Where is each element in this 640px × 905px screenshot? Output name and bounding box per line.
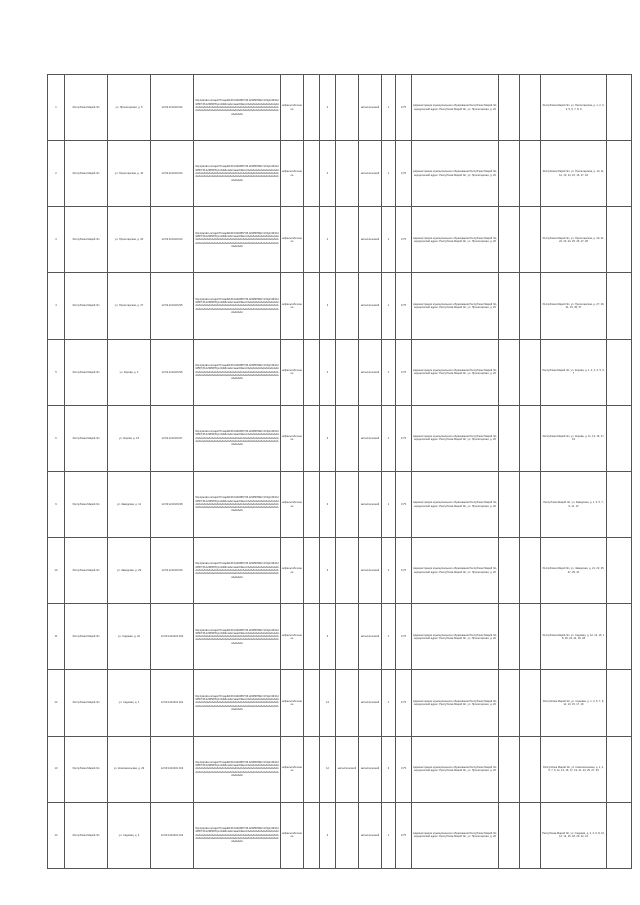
- table-row: [48, 538, 632, 604]
- owner-info: Администрация муниципального образования Республики Марий Эл, юридический адрес: Республика Марий Эл, ул. Пролетарская, д. 20: [412, 604, 499, 670]
- empty-cell: [520, 339, 541, 405]
- served-objects: Республика Марий Эл, ул. Садовая, д. 1, 3, 5, 7, 9, 11, 13, 15, 17, 19: [541, 670, 607, 736]
- cadastral-number: 12:03:1210101:98: [151, 471, 194, 537]
- row-number: 3: [48, 207, 65, 273]
- map-link[interactable]: http://yandex.ru/maps/?l=map&ll=46.01234567,56.12345678&z=17&pt=46.01234567,56.12345678,pm2rdl&mode=search&text=AAAAAAAAAAAAAAAAAAAAAAAAAAAAAAAAAAAAAAAAAAAAAAAAAAAAAAAAAAAAAAAAAAAAAAAAAAAAAAAAAAAAAAAAAAAAAAAAAAAAAAAAAAAAAAAAAAAAAAAAAAAAAAAA: [194, 471, 281, 537]
- owner-info: Администрация муниципального образования Республики Марий Эл, юридический адрес: Республика Марий Эл, ул. Пролетарская, д. 20: [412, 75, 499, 141]
- cadastral-number: 12:03:1210101:95: [151, 273, 194, 339]
- site-address: ул. Пролетарская, д. 20: [108, 207, 151, 273]
- container-volume: 0,75: [396, 141, 412, 207]
- site-type: Республика Марий Эл: [65, 75, 108, 141]
- row-number: 6: [48, 405, 65, 471]
- site-address: ул. Пролетарская, д. 10: [108, 141, 151, 207]
- row-number: 12: [48, 670, 65, 736]
- site-address: ул. Заводская, д. 29: [108, 538, 151, 604]
- empty-cell: [607, 538, 632, 604]
- cadastral-number: 12:03:1210101:93: [151, 141, 194, 207]
- cadastral-number: 12:03:1210101:92: [151, 75, 194, 141]
- table-row: [48, 736, 632, 802]
- row-number: 14: [48, 802, 65, 868]
- row-number: 1: [48, 75, 65, 141]
- container-volume: 0,75: [396, 471, 412, 537]
- container-count: 3: [320, 604, 336, 670]
- container-volume: 0,75: [396, 670, 412, 736]
- map-link[interactable]: http://yandex.ru/maps/?l=map&ll=46.01234567,56.12345678&z=17&pt=46.01234567,56.12345678,pm2rdl&mode=search&text=AAAAAAAAAAAAAAAAAAAAAAAAAAAAAAAAAAAAAAAAAAAAAAAAAAAAAAAAAAAAAAAAAAAAAAAAAAAAAAAAAAAAAAAAAAAAAAAAAAAAAAAAAAAAAAAAAAAAAAAAAAAAAAAA: [194, 75, 281, 141]
- fence-material: [336, 670, 359, 736]
- container-count: 4: [320, 141, 336, 207]
- fence-material: металлический: [336, 736, 359, 802]
- container-qty: 1: [382, 273, 396, 339]
- map-link[interactable]: http://yandex.ru/maps/?l=map&ll=46.01234567,56.12345678&z=17&pt=46.01234567,56.12345678,pm2rdl&mode=search&text=AAAAAAAAAAAAAAAAAAAAAAAAAAAAAAAAAAAAAAAAAAAAAAAAAAAAAAAAAAAAAAAAAAAAAAAAAAAAAAAAAAAAAAAAAAAAAAAAAAAAAAAAAAAAAAAAAAAAAAAAAAAAAAAA: [194, 339, 281, 405]
- cadastral-number: 12:03:1210101:99: [151, 538, 194, 604]
- row-number: 13: [48, 736, 65, 802]
- empty-cell: [607, 670, 632, 736]
- site-address: ул. Садовая, д. 22: [108, 604, 151, 670]
- table-row: [48, 273, 632, 339]
- table-row: [48, 670, 632, 736]
- served-objects: Республика Марий Эл, ул. Комсомольская, д. 1, 3, 5, 7, 9, 11, 13, 15, 17, 19, 21, 23, 25, 27, 29: [541, 736, 607, 802]
- cover-material: металлический: [359, 339, 382, 405]
- owner-info: Администрация муниципального образования Республики Марий Эл, юридический адрес: Республика Марий Эл, ул. Пролетарская, д. 20: [412, 471, 499, 537]
- register-table-body: [48, 75, 632, 869]
- empty-cell: [499, 75, 520, 141]
- map-link[interactable]: http://yandex.ru/maps/?l=map&ll=46.01234567,56.12345678&z=17&pt=46.01234567,56.12345678,pm2rdl&mode=search&text=AAAAAAAAAAAAAAAAAAAAAAAAAAAAAAAAAAAAAAAAAAAAAAAAAAAAAAAAAAAAAAAAAAAAAAAAAAAAAAAAAAAAAAAAAAAAAAAAAAAAAAAAAAAAAAAAAAAAAAAAAAAAAAAA: [194, 273, 281, 339]
- surface-type: асфальтобетонное: [281, 604, 304, 670]
- site-address: ул. Пролетарская, д. 5: [108, 75, 151, 141]
- surface-type: асфальтобетонное: [281, 75, 304, 141]
- container-qty: 1: [382, 141, 396, 207]
- empty-cell: [499, 339, 520, 405]
- container-volume: 0,75: [396, 538, 412, 604]
- empty-cell: [520, 75, 541, 141]
- empty-cell: [499, 604, 520, 670]
- container-qty: 1: [382, 604, 396, 670]
- empty-cell: [607, 141, 632, 207]
- site-type: Республика Марий Эл: [65, 273, 108, 339]
- owner-info: Администрация муниципального образования Республики Марий Эл, юридический адрес: Республика Марий Эл, ул. Пролетарская, д. 20: [412, 339, 499, 405]
- container-count: 12: [320, 736, 336, 802]
- cadastral-number: 12:03:1210101:96: [151, 339, 194, 405]
- map-link[interactable]: http://yandex.ru/maps/?l=map&ll=46.01234567,56.12345678&z=17&pt=46.01234567,56.12345678,pm2rdl&mode=search&text=AAAAAAAAAAAAAAAAAAAAAAAAAAAAAAAAAAAAAAAAAAAAAAAAAAAAAAAAAAAAAAAAAAAAAAAAAAAAAAAAAAAAAAAAAAAAAAAAAAAAAAAAAAAAAAAAAAAAAAAAAAAAAAAA: [194, 538, 281, 604]
- empty-cell: [499, 802, 520, 868]
- empty-cell: [520, 273, 541, 339]
- table-row: [48, 604, 632, 670]
- site-type: Республика Марий Эл: [65, 405, 108, 471]
- container-qty: 1: [382, 207, 396, 273]
- container-volume: 0,75: [396, 207, 412, 273]
- empty-cell: [499, 141, 520, 207]
- empty-cell: [607, 604, 632, 670]
- container-count: 4: [320, 207, 336, 273]
- container-count: 3: [320, 405, 336, 471]
- empty-cell: [520, 207, 541, 273]
- fence-material: [336, 141, 359, 207]
- container-count: 3: [320, 802, 336, 868]
- cover-material: металлический: [359, 538, 382, 604]
- empty-cell: [607, 75, 632, 141]
- empty-cell: [607, 339, 632, 405]
- container-qty: 1: [382, 471, 396, 537]
- area-value: [304, 141, 320, 207]
- map-link[interactable]: http://yandex.ru/maps/?l=map&ll=46.01234567,56.12345678&z=17&pt=46.01234567,56.12345678,pm2rdl&mode=search&text=AAAAAAAAAAAAAAAAAAAAAAAAAAAAAAAAAAAAAAAAAAAAAAAAAAAAAAAAAAAAAAAAAAAAAAAAAAAAAAAAAAAAAAAAAAAAAAAAAAAAAAAAAAAAAAAAAAAAAAAAAAAAAAAA: [194, 405, 281, 471]
- map-link[interactable]: http://yandex.ru/maps/?l=map&ll=46.01234567,56.12345678&z=17&pt=46.01234567,56.12345678,pm2rdl&mode=search&text=AAAAAAAAAAAAAAAAAAAAAAAAAAAAAAAAAAAAAAAAAAAAAAAAAAAAAAAAAAAAAAAAAAAAAAAAAAAAAAAAAAAAAAAAAAAAAAAAAAAAAAAAAAAAAAAAAAAAAAAAAAAAAAAA: [194, 207, 281, 273]
- area-value: [304, 471, 320, 537]
- site-address: ул. Комсомольская, д. 29: [108, 736, 151, 802]
- served-objects: Республика Марий Эл, ул. Кирова, д. 1, 2, 3, 4, 5, 6, 7: [541, 339, 607, 405]
- container-qty: 1: [382, 75, 396, 141]
- owner-info: Администрация муниципального образования Республики Марий Эл, юридический адрес: Республика Марий Эл, ул. Пролетарская, д. 20: [412, 207, 499, 273]
- empty-cell: [499, 670, 520, 736]
- row-number: 10: [48, 538, 65, 604]
- container-qty: 1: [382, 802, 396, 868]
- cover-material: металлический: [359, 471, 382, 537]
- cadastral-number: 12:03:1210101:94: [151, 207, 194, 273]
- container-volume: 0,75: [396, 339, 412, 405]
- area-value: [304, 405, 320, 471]
- owner-info: Администрация муниципального образования Республики Марий Эл, юридический адрес: Республика Марий Эл, ул. Пролетарская, д. 20: [412, 538, 499, 604]
- cover-material: металлический: [359, 141, 382, 207]
- served-objects: Республика Марий Эл, ул. Заводская, д. 21, 23, 25, 27, 29, 31: [541, 538, 607, 604]
- container-volume: 0,75: [396, 802, 412, 868]
- surface-type: асфальтобетонное: [281, 538, 304, 604]
- empty-cell: [607, 802, 632, 868]
- table-row: [48, 471, 632, 537]
- container-count: 14: [320, 670, 336, 736]
- cadastral-number: 12:03:1210101:101: [151, 670, 194, 736]
- surface-type: асфальтобетонное: [281, 273, 304, 339]
- area-value: [304, 670, 320, 736]
- surface-type: асфальтобетонное: [281, 339, 304, 405]
- table-row: [48, 75, 632, 141]
- fence-material: [336, 538, 359, 604]
- served-objects: Республика Марий Эл, ул. Пролетарская, д. 27, 29, 31, 33, 35, 37: [541, 273, 607, 339]
- fence-material: [336, 604, 359, 670]
- map-link[interactable]: http://yandex.ru/maps/?l=map&ll=46.01234567,56.12345678&z=17&pt=46.01234567,56.12345678,pm2rdl&mode=search&text=AAAAAAAAAAAAAAAAAAAAAAAAAAAAAAAAAAAAAAAAAAAAAAAAAAAAAAAAAAAAAAAAAAAAAAAAAAAAAAAAAAAAAAAAAAAAAAAAAAAAAAAAAAAAAAAAAAAAAAAAAAAAAAAA: [194, 141, 281, 207]
- cadastral-number: 12:03:1210101:100: [151, 604, 194, 670]
- site-address: ул. Кирова, д. 3: [108, 339, 151, 405]
- served-objects: Республика Марий Эл, ул. Садовая, д. 12, 14, 16, 18, 20, 22, 24, 26, 28: [541, 604, 607, 670]
- container-volume: 0,75: [396, 604, 412, 670]
- cadastral-number: 12:03:1210101:97: [151, 405, 194, 471]
- container-count: 3: [320, 471, 336, 537]
- surface-type: асфальтобетонное: [281, 802, 304, 868]
- owner-info: Администрация муниципального образования Республики Марий Эл, юридический адрес: Республика Марий Эл, ул. Пролетарская, д. 20: [412, 802, 499, 868]
- table-row: [48, 339, 632, 405]
- cover-material: металлический: [359, 802, 382, 868]
- empty-cell: [499, 273, 520, 339]
- area-value: [304, 207, 320, 273]
- container-count: 3: [320, 538, 336, 604]
- empty-cell: [607, 273, 632, 339]
- cover-material: металлический: [359, 75, 382, 141]
- site-address: ул. Садовая, д. 1: [108, 670, 151, 736]
- empty-cell: [607, 736, 632, 802]
- row-number: 11: [48, 604, 65, 670]
- area-value: [304, 339, 320, 405]
- empty-cell: [499, 207, 520, 273]
- cover-material: металлический: [359, 207, 382, 273]
- owner-info: Администрация муниципального образования Республики Марий Эл, юридический адрес: Республика Марий Эл, ул. Пролетарская, д. 20: [412, 405, 499, 471]
- container-qty: 1: [382, 670, 396, 736]
- map-link[interactable]: http://yandex.ru/maps/?l=map&ll=46.01234567,56.12345678&z=17&pt=46.01234567,56.12345678,pm2rdl&mode=search&text=AAAAAAAAAAAAAAAAAAAAAAAAAAAAAAAAAAAAAAAAAAAAAAAAAAAAAAAAAAAAAAAAAAAAAAAAAAAAAAAAAAAAAAAAAAAAAAAAAAAAAAAAAAAAAAAAAAAAAAAAAAAAAAAA: [194, 604, 281, 670]
- empty-cell: [607, 471, 632, 537]
- surface-type: асфальтобетонное: [281, 670, 304, 736]
- served-objects: Республика Марий Эл, ул. Пролетарская, д. 1, 2, 3, 4, 5, 6, 7, 8, 9: [541, 75, 607, 141]
- area-value: [304, 75, 320, 141]
- owner-info: Администрация муниципального образования Республики Марий Эл, юридический адрес: Республика Марий Эл, ул. Пролетарская, д. 20: [412, 736, 499, 802]
- site-address: ул. Кирова, д. 15: [108, 405, 151, 471]
- fence-material: [336, 207, 359, 273]
- register-table: [47, 74, 632, 869]
- table-row: [48, 802, 632, 868]
- cadastral-number: 12:03:1210101:103: [151, 802, 194, 868]
- table-row: [48, 405, 632, 471]
- empty-cell: [499, 471, 520, 537]
- site-type: Республика Марий Эл: [65, 802, 108, 868]
- container-count: 3: [320, 273, 336, 339]
- container-qty: 1: [382, 405, 396, 471]
- row-number: 5: [48, 339, 65, 405]
- container-volume: 0,75: [396, 273, 412, 339]
- area-value: [304, 802, 320, 868]
- site-address: ул. Садовая, д. 4: [108, 802, 151, 868]
- fence-material: [336, 75, 359, 141]
- fence-material: [336, 339, 359, 405]
- row-number: 2: [48, 141, 65, 207]
- empty-cell: [499, 405, 520, 471]
- served-objects: Республика Марий Эл, ул. Садовая, д. 2, 4, 6, 8, 10, 12, 14, 16, 18, 20, 22, 24: [541, 802, 607, 868]
- served-objects: Республика Марий Эл, ул. Пролетарская, д. 10, 11, 12, 13, 14, 15, 16, 17, 18: [541, 141, 607, 207]
- surface-type: асфальтобетонное: [281, 736, 304, 802]
- empty-cell: [520, 670, 541, 736]
- empty-cell: [520, 405, 541, 471]
- surface-type: асфальтобетонное: [281, 207, 304, 273]
- area-value: [304, 604, 320, 670]
- empty-cell: [607, 405, 632, 471]
- container-qty: 1: [382, 538, 396, 604]
- surface-type: асфальтобетонное: [281, 471, 304, 537]
- served-objects: Республика Марий Эл, ул. Заводская, д. 1, 3, 5, 7, 9, 11, 13: [541, 471, 607, 537]
- served-objects: Республика Марий Эл, ул. Кирова, д. 11, 13, 15, 17, 19: [541, 405, 607, 471]
- container-count: 4: [320, 75, 336, 141]
- table-row: [48, 141, 632, 207]
- row-number: 9: [48, 471, 65, 537]
- empty-cell: [499, 538, 520, 604]
- map-link[interactable]: http://yandex.ru/maps/?l=map&ll=46.01234567,56.12345678&z=17&pt=46.01234567,56.12345678,pm2rdl&mode=search&text=AAAAAAAAAAAAAAAAAAAAAAAAAAAAAAAAAAAAAAAAAAAAAAAAAAAAAAAAAAAAAAAAAAAAAAAAAAAAAAAAAAAAAAAAAAAAAAAAAAAAAAAAAAAAAAAAAAAAAAAAAAAAAAAA: [194, 670, 281, 736]
- site-type: Республика Марий Эл: [65, 670, 108, 736]
- container-volume: 0,75: [396, 736, 412, 802]
- map-link[interactable]: http://yandex.ru/maps/?l=map&ll=46.01234567,56.12345678&z=17&pt=46.01234567,56.12345678,pm2rdl&mode=search&text=AAAAAAAAAAAAAAAAAAAAAAAAAAAAAAAAAAAAAAAAAAAAAAAAAAAAAAAAAAAAAAAAAAAAAAAAAAAAAAAAAAAAAAAAAAAAAAAAAAAAAAAAAAAAAAAAAAAAAAAAAAAAAAAA: [194, 736, 281, 802]
- site-address: ул. Пролетарская, д. 27: [108, 273, 151, 339]
- area-value: [304, 736, 320, 802]
- empty-cell: [520, 141, 541, 207]
- cover-material: металлический: [359, 736, 382, 802]
- served-objects: Республика Марий Эл, ул. Пролетарская, д. 20, 21, 22, 23, 24, 25, 26, 27, 28: [541, 207, 607, 273]
- area-value: [304, 538, 320, 604]
- empty-cell: [520, 736, 541, 802]
- empty-cell: [499, 736, 520, 802]
- empty-cell: [607, 207, 632, 273]
- site-type: Республика Марий Эл: [65, 207, 108, 273]
- site-type: Республика Марий Эл: [65, 604, 108, 670]
- surface-type: асфальтобетонное: [281, 405, 304, 471]
- empty-cell: [520, 604, 541, 670]
- site-type: Республика Марий Эл: [65, 736, 108, 802]
- cover-material: металлический: [359, 604, 382, 670]
- fence-material: [336, 405, 359, 471]
- cover-material: металлический: [359, 273, 382, 339]
- cover-material: металлический: [359, 670, 382, 736]
- owner-info: Администрация муниципального образования Республики Марий Эл, юридический адрес: Республика Марий Эл, ул. Пролетарская, д. 20: [412, 141, 499, 207]
- cover-material: металлический: [359, 405, 382, 471]
- fence-material: [336, 471, 359, 537]
- surface-type: асфальтобетонное: [281, 141, 304, 207]
- site-type: Республика Марий Эл: [65, 471, 108, 537]
- container-qty: 1: [382, 339, 396, 405]
- site-type: Республика Марий Эл: [65, 339, 108, 405]
- empty-cell: [520, 802, 541, 868]
- container-volume: 0,75: [396, 405, 412, 471]
- row-number: 4: [48, 273, 65, 339]
- site-address: ул. Заводская, д. 11: [108, 471, 151, 537]
- table-row: [48, 207, 632, 273]
- map-link[interactable]: http://yandex.ru/maps/?l=map&ll=46.01234567,56.12345678&z=17&pt=46.01234567,56.12345678,pm2rdl&mode=search&text=AAAAAAAAAAAAAAAAAAAAAAAAAAAAAAAAAAAAAAAAAAAAAAAAAAAAAAAAAAAAAAAAAAAAAAAAAAAAAAAAAAAAAAAAAAAAAAAAAAAAAAAAAAAAAAAAAAAAAAAAAAAAAAAA: [194, 802, 281, 868]
- cadastral-number: 12:03:1210101:102: [151, 736, 194, 802]
- empty-cell: [520, 471, 541, 537]
- fence-material: [336, 273, 359, 339]
- container-count: 4: [320, 339, 336, 405]
- site-type: Республика Марий Эл: [65, 538, 108, 604]
- container-qty: 3: [382, 736, 396, 802]
- fence-material: [336, 802, 359, 868]
- owner-info: Администрация муниципального образования Республики Марий Эл, юридический адрес: Республика Марий Эл, ул. Пролетарская, д. 20: [412, 273, 499, 339]
- empty-cell: [520, 538, 541, 604]
- area-value: [304, 273, 320, 339]
- container-volume: 0,75: [396, 75, 412, 141]
- owner-info: Администрация муниципального образования Республики Марий Эл, юридический адрес: Республика Марий Эл, ул. Пролетарская, д. 20: [412, 670, 499, 736]
- site-type: Республика Марий Эл: [65, 141, 108, 207]
